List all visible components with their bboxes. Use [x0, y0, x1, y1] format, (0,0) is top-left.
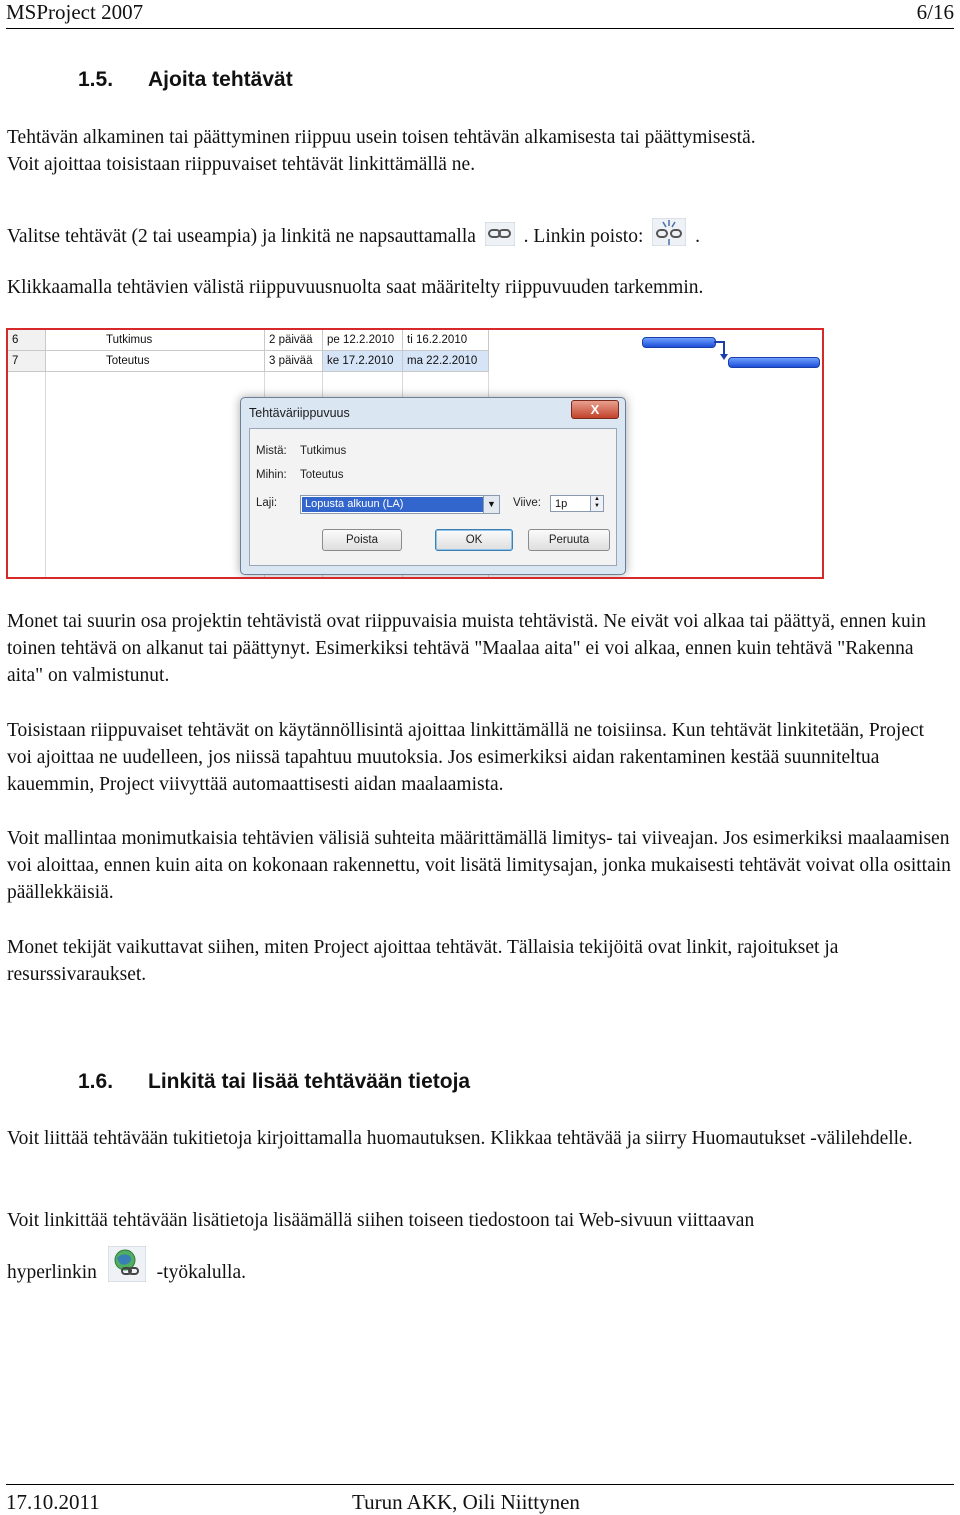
task-name: Toteutus: [46, 351, 265, 372]
hyperlink-tool-text: -työkalulla.: [156, 1262, 247, 1283]
task-finish: ti 16.2.2010: [403, 330, 489, 351]
paragraph-line: Tehtävän alkaminen tai päättyminen riippuu usein toisen tehtävän alkamisesta tai päättymisestä.: [7, 127, 756, 148]
task-finish: ma 22.2.2010: [403, 351, 489, 372]
paragraph-line: Voit linkittää tehtävään lisätietoja lisäämällä siihen toiseen tiedostoon tai Web-sivuun viittaavan: [7, 1210, 755, 1231]
section-number: 1.5.: [78, 68, 114, 91]
page-header: [6, 0, 954, 29]
footer-date: 17.10.2011: [6, 1490, 100, 1514]
close-button[interactable]: X: [571, 400, 619, 419]
from-value: Tutkimus: [300, 445, 347, 457]
chevron-down-icon[interactable]: ▼: [483, 496, 499, 513]
type-label: Laji:: [256, 497, 278, 509]
header-title: MSProject 2007: [6, 0, 144, 24]
dialog-title: Tehtäväriippuvuus: [249, 406, 350, 420]
section-number: 1.6.: [78, 1070, 114, 1093]
paragraph-notes: Voit liittää tehtävään tukitietoja kirjoittamalla huomautuksen. Klikkaa tehtävää ja siirry Huomautukset -välilehdelle.: [7, 1128, 913, 1149]
dependency-type-select[interactable]: [300, 495, 500, 514]
table-row[interactable]: [8, 330, 489, 351]
gantt-bar[interactable]: [642, 337, 716, 348]
link-tasks-icon: [485, 222, 515, 254]
hyperlink-text: hyperlinkin: [7, 1262, 97, 1283]
table-row[interactable]: [8, 351, 489, 372]
dialog-body: [249, 428, 617, 566]
paragraph-linking: Toisistaan riippuvaiset tehtävät on käytännöllisintä ajoittaa linkittämällä ne toisiinsa. Kun tehtävät linkitetään, Project voi ajoittaa ne uudelleen, jos niissä tapahtuu muutoksia. Jos esimerkiksi aidan rakentaminen kestää suunniteltua kauemmin, Project viivyttää automaattisesti aidan maalaamista.: [7, 720, 925, 795]
footer-author: Turun AKK, Oili Niittynen: [352, 1490, 580, 1514]
paragraph-intro: [7, 124, 953, 178]
task-start: ke 17.2.2010: [323, 351, 403, 372]
paragraph-link-instructions: [7, 218, 953, 254]
lag-label: Viive:: [513, 497, 541, 509]
dependency-type-value: Lopusta alkuun (LA): [302, 497, 483, 512]
page-footer: [6, 1484, 954, 1513]
from-label: Mistä:: [256, 445, 287, 457]
paragraph-lag: Voit mallintaa monimutkaisia tehtävien välisiä suhteita määrittämällä limitys- tai viiveajan. Jos esimerkiksi maalaamisen voi aloittaa, ennen kuin aita on kokonaan rakennettu, voit lisätä limitysajan, jonka mukaisesti tehtävät voivat olla osittain päällekkäisiä.: [7, 828, 951, 903]
lag-spinner[interactable]: ▲ ▼: [590, 496, 603, 511]
cancel-button[interactable]: Peruuta: [528, 529, 610, 551]
paragraph-dependency-arrow: Klikkaamalla tehtävien välistä riippuvuusnuolta saat määritelty riippuvuuden tarkemmin.: [7, 277, 704, 298]
link-instruction-text: Valitse tehtävät (2 tai useampia) ja linkitä ne napsauttamalla: [7, 226, 476, 247]
paragraph-line: Voit ajoittaa toisistaan riippuvaiset tehtävät linkittämällä ne.: [7, 154, 476, 175]
task-duration: 2 päivää: [265, 330, 323, 351]
task-id: 7: [8, 351, 46, 372]
unlink-instruction-end: .: [695, 226, 701, 247]
gantt-bar[interactable]: [728, 357, 820, 368]
section-title: Ajoita tehtävät: [148, 68, 293, 91]
task-dependency-screenshot: [6, 328, 824, 579]
ok-button[interactable]: OK: [435, 529, 513, 551]
to-value: Toteutus: [300, 469, 344, 481]
paragraph-line: [7, 1246, 953, 1290]
hyperlink-icon: [108, 1246, 146, 1290]
task-duration: 3 päivää: [265, 351, 323, 372]
task-start: pe 12.2.2010: [323, 330, 403, 351]
delete-button[interactable]: Poista: [322, 529, 402, 551]
paragraph-hyperlink: [7, 1207, 953, 1290]
task-dependency-dialog: [240, 397, 626, 575]
grid-line: [45, 372, 46, 577]
task-id: 6: [8, 330, 46, 351]
paragraph-factors: Monet tekijät vaikuttavat siihen, miten Project ajoittaa tehtävät. Tällaisia tekijöitä ovat linkit, rajoitukset ja resurssivaraukset.: [7, 937, 839, 985]
paragraph-dependencies: Monet tai suurin osa projektin tehtävistä ovat riippuvaisia muista tehtävistä. Ne eivät voi alkaa tai päättyä, ennen kuin toinen tehtävä on alkanut tai päättynyt. Esimerkiksi tehtävä "Maalaa aita" ei voi alkaa, ennen kuin tehtävä "Rakenna aita" on valmistunut.: [7, 611, 926, 686]
section-title: Linkitä tai lisää tehtävään tietoja: [148, 1070, 471, 1093]
unlink-tasks-icon: [652, 218, 686, 254]
lag-input[interactable]: [550, 495, 604, 512]
unlink-instruction-text: . Linkin poisto:: [523, 226, 644, 247]
lag-value: 1p: [555, 498, 568, 510]
page-number: 6/16: [916, 0, 954, 24]
to-label: Mihin:: [256, 469, 287, 481]
task-name: Tutkimus: [46, 330, 265, 351]
